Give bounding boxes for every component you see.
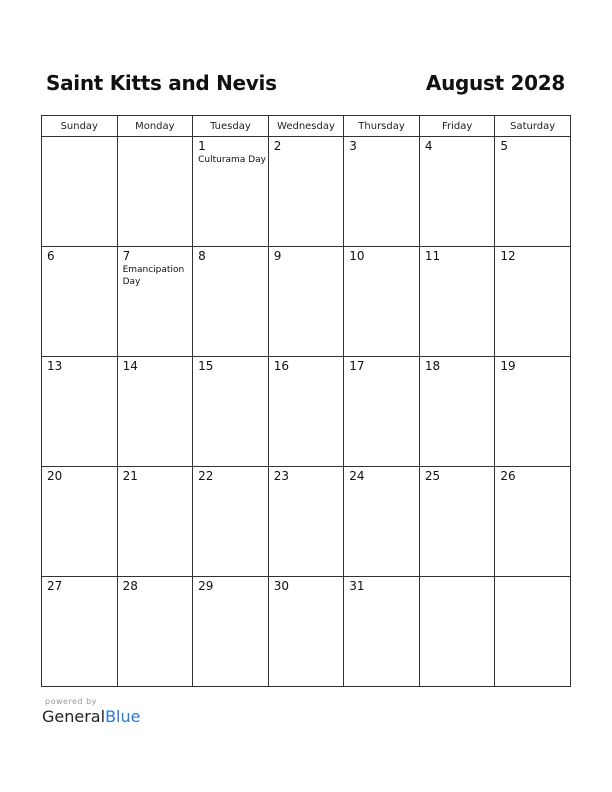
holiday-label: Emancipation Day — [122, 265, 185, 287]
day-number: 15 — [198, 359, 214, 373]
brand-general: General — [42, 707, 106, 726]
day-number: 27 — [47, 579, 63, 593]
day-number: 2 — [273, 139, 282, 153]
holiday-label: Culturama Day — [198, 155, 266, 165]
day-number: 11 — [424, 249, 441, 263]
day-number: 13 — [47, 359, 63, 373]
day-cell — [193, 247, 269, 357]
day-cell — [268, 137, 344, 247]
day-number: 10 — [349, 249, 365, 263]
day-number: 19 — [500, 359, 516, 373]
day-cell — [268, 467, 344, 577]
day-cell — [419, 467, 495, 577]
day-number: 1 — [198, 139, 206, 153]
day-cell — [42, 247, 118, 357]
calendar-grid — [41, 115, 571, 687]
day-cell — [117, 137, 193, 247]
brand-name — [42, 707, 140, 726]
day-number: 3 — [349, 139, 357, 153]
day-number: 23 — [273, 469, 289, 483]
day-number: 6 — [47, 249, 55, 263]
brand-blue: Blue — [105, 707, 141, 726]
day-number: 26 — [500, 469, 516, 483]
day-cell — [117, 577, 193, 687]
country-title: Saint Kitts and Nevis — [46, 71, 277, 95]
month-title: August 2028 — [425, 71, 565, 95]
day-cell — [495, 357, 571, 467]
weekday-header: Sunday — [42, 116, 118, 137]
day-number: 5 — [500, 139, 509, 153]
day-cell — [419, 577, 495, 687]
weekday-header: Friday — [419, 116, 495, 137]
day-cell — [419, 357, 495, 467]
week-row — [42, 247, 571, 357]
day-cell — [344, 357, 420, 467]
day-cell — [419, 247, 495, 357]
day-cell — [268, 357, 344, 467]
day-number: 29 — [198, 579, 214, 593]
day-cell — [495, 577, 571, 687]
day-cell — [193, 467, 269, 577]
day-number: 20 — [47, 469, 63, 483]
day-cell — [495, 467, 571, 577]
day-number: 9 — [273, 249, 282, 263]
day-cell — [344, 577, 420, 687]
day-number: 21 — [122, 469, 138, 483]
day-number: 7 — [122, 249, 131, 263]
day-cell — [344, 137, 420, 247]
day-number: 24 — [349, 469, 365, 483]
weekday-header: Saturday — [495, 116, 571, 137]
day-cell — [193, 577, 269, 687]
day-cell — [117, 467, 193, 577]
weekday-header: Monday — [117, 116, 193, 137]
weekday-header: Tuesday — [193, 116, 269, 137]
day-cell — [419, 137, 495, 247]
day-number: 30 — [273, 579, 289, 593]
week-row — [42, 577, 571, 687]
day-number: 25 — [424, 469, 441, 483]
week-row — [42, 467, 571, 577]
day-number: 4 — [424, 139, 433, 153]
day-number: 31 — [349, 579, 365, 593]
day-number: 17 — [349, 359, 365, 373]
day-cell — [495, 247, 571, 357]
weekday-header: Wednesday — [268, 116, 344, 137]
day-number: 22 — [198, 469, 214, 483]
day-cell — [268, 577, 344, 687]
day-cell — [193, 137, 269, 247]
day-number: 16 — [273, 359, 289, 373]
day-cell — [42, 137, 118, 247]
footer-logo — [42, 697, 140, 726]
week-row — [42, 357, 571, 467]
day-number: 8 — [198, 249, 206, 263]
day-cell — [42, 467, 118, 577]
day-number: 12 — [500, 249, 516, 263]
day-cell — [42, 577, 118, 687]
day-cell — [117, 247, 193, 357]
day-cell — [193, 357, 269, 467]
day-number: 18 — [424, 359, 441, 373]
weekday-header-row — [42, 116, 571, 137]
day-number: 28 — [122, 579, 138, 593]
day-cell — [268, 247, 344, 357]
weekday-header: Thursday — [344, 116, 420, 137]
day-cell — [495, 137, 571, 247]
day-cell — [344, 247, 420, 357]
day-cell — [42, 357, 118, 467]
day-cell — [117, 357, 193, 467]
week-row — [42, 137, 571, 247]
day-number: 14 — [122, 359, 138, 373]
day-cell — [344, 467, 420, 577]
powered-by-text: powered by — [45, 697, 97, 706]
